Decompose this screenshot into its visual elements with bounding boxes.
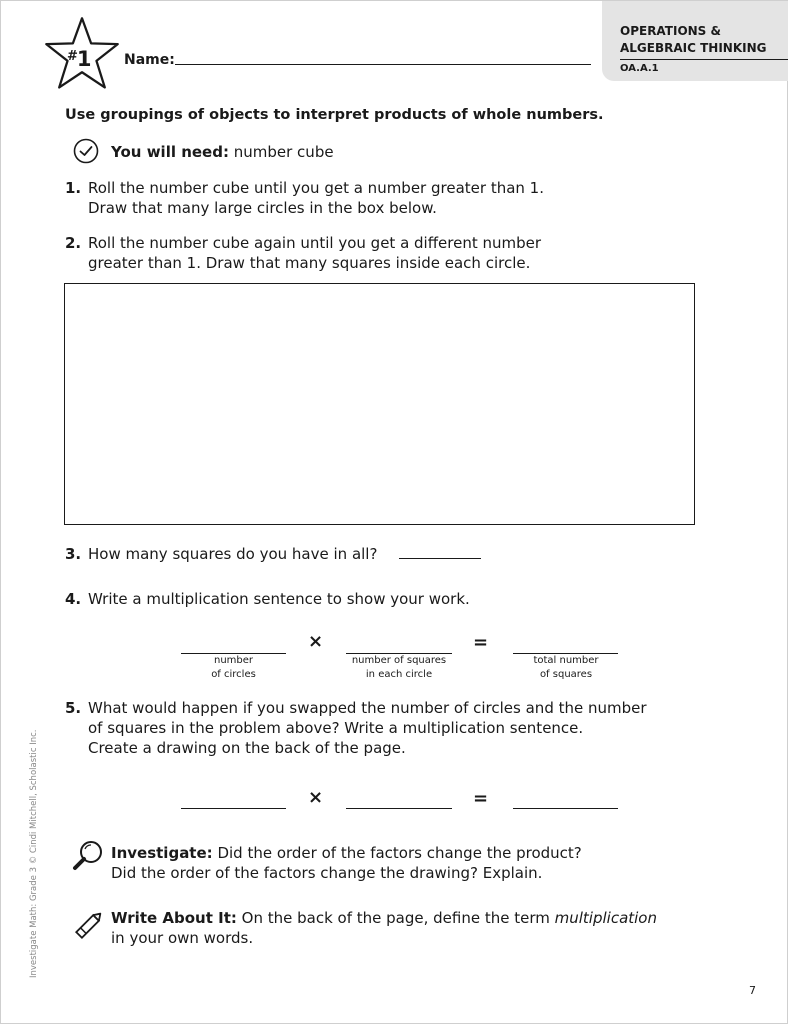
domain-tag-title: OPERATIONS & ALGEBRAIC THINKING	[620, 24, 767, 55]
write-about-prompt: Write About It: On the back of the page, define the term multiplication in your own words.	[111, 909, 657, 947]
page-number: 7	[749, 984, 756, 997]
materials-needed	[111, 143, 334, 161]
equals-sign: =	[473, 632, 489, 653]
domain-tag-divider	[620, 59, 788, 60]
domain-tag	[602, 1, 788, 81]
standard-code: OA.A.1	[620, 63, 659, 74]
swapped-product-blank[interactable]	[513, 808, 618, 809]
drawing-box[interactable]	[64, 283, 695, 525]
checkmark-circle-icon	[73, 138, 99, 164]
investigate-label: Investigate:	[111, 844, 213, 862]
swapped-second-factor-blank[interactable]	[346, 808, 452, 809]
equals-sign-2: =	[473, 788, 489, 809]
swapped-first-factor-blank[interactable]	[181, 808, 286, 809]
squares-per-circle-caption: number of squares in each circle	[351, 655, 447, 680]
magnifying-glass-icon	[71, 839, 105, 873]
write-about-label: Write About It:	[111, 909, 237, 927]
investigate-prompt: Investigate: Did the order of the factors change the product? Did the order of the factors change the drawing? Explain.	[111, 844, 582, 882]
name-label: Name:	[124, 52, 175, 68]
name-input-line[interactable]	[175, 64, 591, 65]
materials-item: number cube	[233, 143, 334, 161]
activity-number: #1	[67, 47, 91, 71]
total-squares-answer-line[interactable]	[399, 558, 481, 559]
term-multiplication: multiplication	[554, 909, 657, 927]
materials-label: You will need:	[111, 143, 229, 161]
objective-heading: Use groupings of objects to interpret products of whole numbers.	[65, 107, 604, 123]
circles-caption: number of circles	[211, 655, 256, 680]
total-squares-caption: total number of squares	[533, 655, 599, 680]
worksheet-page: #1 Name: OPERATIONS & ALGEBRAIC THINKING OA.A.1 Use groupings of objects to interpret products of whole numbers. You will need: number cube 1. Roll the number cube until you get a number greater than 1. Draw that many large circles in the box below. 2. Roll the number cube again until you get a different number greater than 1. Draw that many squares inside each circle. 3. How many squares do you have in all? 4. Write a multiplication sentence to show your work. × = number of circles number of squares in each circle total number of squares 5. What would happen if you swapped the number of circles and the number of squares in the problem above? Write a multiplication sentence. Create a drawing on the back of the page. × = Investigate: Did the order of the factors change the product? Did the order of the factors change the drawing? Explain. Write About It: On the back of the page, define the term multiplication in your own words. Investigate Math: Grade 3 © Cindi Mitchell, Scholastic Inc. 7	[0, 0, 788, 1024]
times-sign-2: ×	[308, 787, 324, 808]
copyright-credit: Investigate Math: Grade 3 © Cindi Mitchell, Scholastic Inc.	[29, 729, 39, 978]
pencil-icon	[71, 907, 107, 943]
times-sign: ×	[308, 631, 324, 652]
